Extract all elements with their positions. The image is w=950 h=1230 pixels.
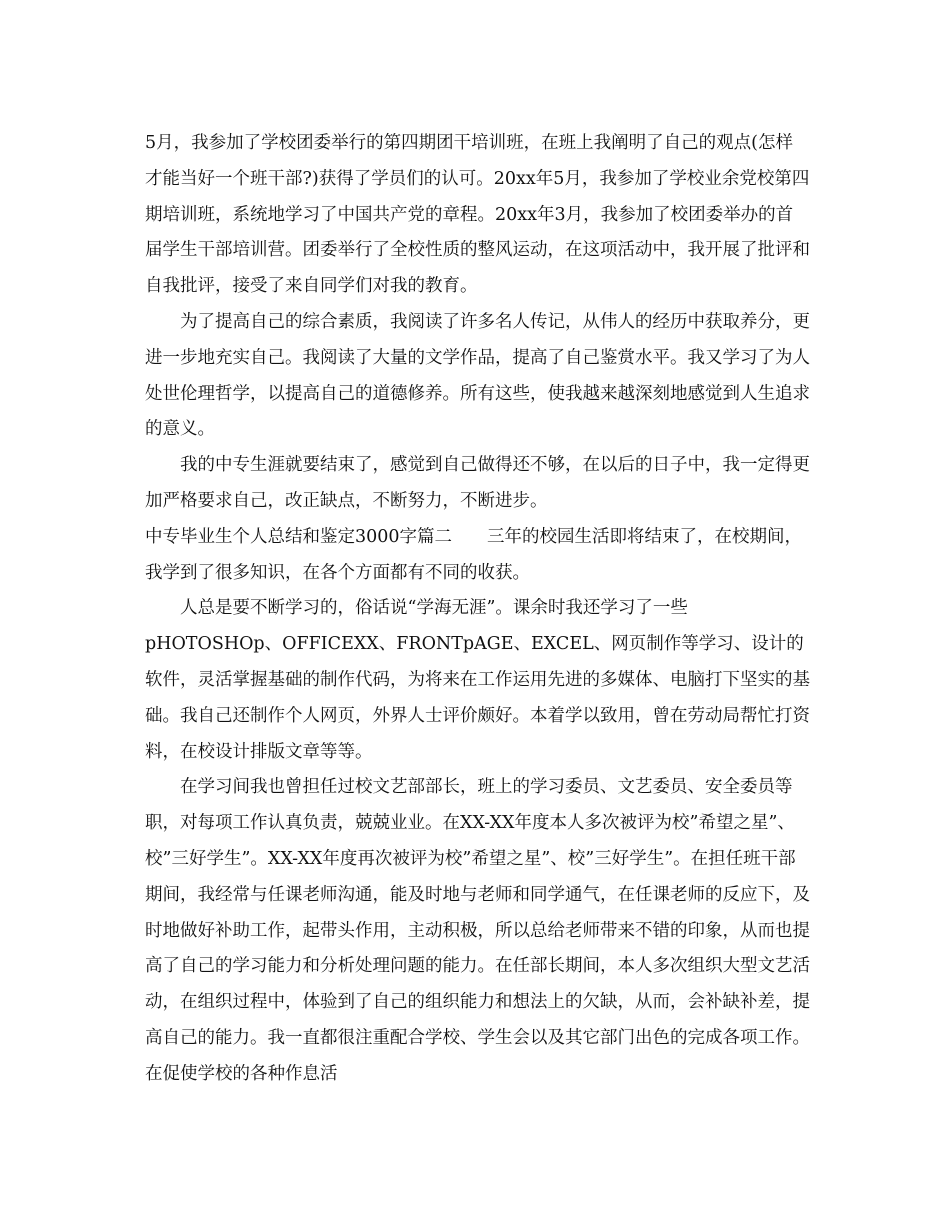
paragraph-4-section-heading: 中专毕业生个人总结和鉴定3000字篇二 三年的校园生活即将结束了，在校期间，我学到了很多知识，在各个方面都有不同的收获。 [145,526,803,583]
paragraph-3: 我的中专生涯就要结束了，感觉到自己做得还不够，在以后的日子中，我一定得更加严格要求自己，改正缺点，不断努力，不断进步。 [145,455,810,511]
paragraph-1: 5月，我参加了学校团委举行的第四期团干培训班，在班上我阐明了自己的观点(怎样才能当好一个班干部?)获得了学员们的认可。20xx年5月，我参加了学校业余党校第四期培训班，系统地学习了中国共产党的章程。20xx年3月，我参加了校团委举办的首届学生干部培训营。团委举行了全校性质的整风运动，在这项活动中，我开展了批评和自我批评，接受了来自同学们对我的教育。 [145,133,810,297]
paragraph-6: 在学习间我也曾担任过校文艺部部长，班上的学习委员、文艺委员、安全委员等职，对每项工作认真负责，兢兢业业。在XX-XX年度本人多次被评为校”希望之星”、校”三好学生”。XX-XX年度再次被评为校”希望之星”、校”三好学生”。在担任班干部期间，我经常与任课老师沟通，能及时地与老师和同学通气，在任课老师的反应下，及时地做好补助工作，起带头作用，主动积极，所以总给老师带来不错的印象，从而也提高了自己的学习能力和分析处理问题的能力。在任部长期间，本人多次组织大型文艺活动，在组织过程中，体验到了自己的组织能力和想法上的欠缺，从而，会补缺补差，提高自己的能力。我一直都很注重配合学校、学生会以及其它部门出色的完成各项工作。在促使学校的各种作息活 [145,777,810,1084]
paragraph-2: 为了提高自己的综合素质，我阅读了许多名人传记，从伟人的经历中获取养分，更进一步地充实自己。我阅读了大量的文学作品，提高了自己鉴赏水平。我又学习了为人处世伦理哲学，以提高自己的道德修养。所有这些，使我越来越深刻地感觉到人生追求的意义。 [145,311,810,440]
paragraph-5: 人总是要不断学习的，俗话说“学海无涯”。课余时我还学习了一些pHOTOSHOp、OFFICEXX、FRONTpAGE、EXCEL、网页制作等学习、设计的软件，灵活掌握基础的制作代码，为将来在工作运用先进的多媒体、电脑打下坚实的基础。我自己还制作个人网页，外界人士评价颇好。本着学以致用，曾在劳动局帮忙打资料，在校设计排版文章等等。 [145,598,810,762]
document-body [145,126,810,1093]
